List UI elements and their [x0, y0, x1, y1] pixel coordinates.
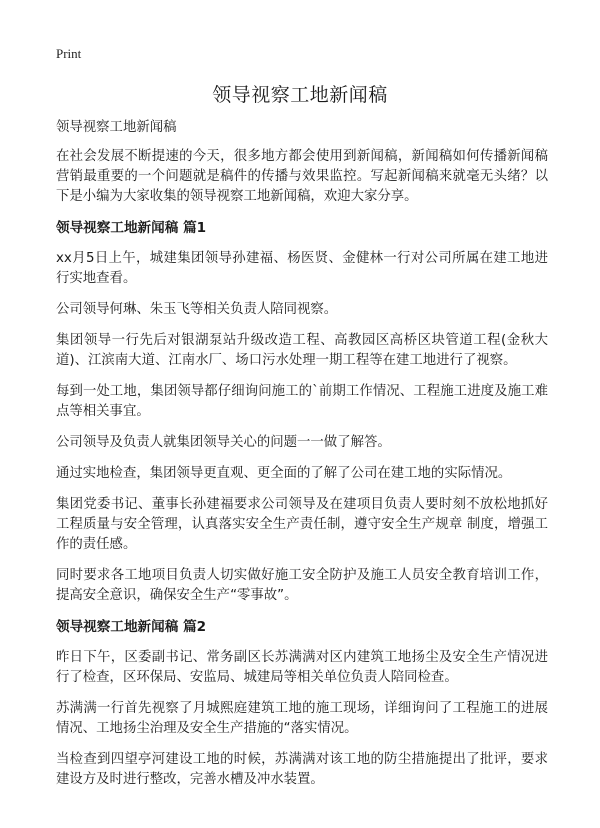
paragraph: xx月5日上午，城建集团领导孙建福、杨医贤、金健林一行对公司所属在建工地进行实地查看。 — [56, 251, 548, 286]
page-title: 领导视察工地新闻稿 — [212, 84, 388, 106]
paragraph: 当检查到四望亭河建设工地的时候，苏满满对该工地的防尘措施提出了批评，要求建设方及时进行整改，完善水槽及冲水装置。 — [56, 752, 548, 787]
paragraph: 通过实地检查，集团领导更直观、更全面的了解了公司在建工地的实际情况。 — [56, 466, 512, 481]
paragraph: 集团党委书记、董事长孙建福要求公司领导及在建项目负责人要时刻不放松地抓好工程质量与安全管理，认真落实安全生产责任制，遵守安全生产规章 制度，增强工作的责任感。 — [56, 497, 548, 552]
paragraph: 公司领导何琳、朱玉飞等相关负责人陪同视察。 — [56, 302, 338, 317]
paragraph: 公司领导及负责人就集团领导关心的问题一一做了解答。 — [56, 435, 391, 450]
paragraph: 集团领导一行先后对银湖泵站升级改造工程、高教园区高桥区块管道工程(金秋大道)、江滨南大道、江南水厂、场口污水处理一期工程等在建工地进行了视察。 — [56, 333, 548, 368]
print-link[interactable]: Print — [56, 46, 82, 61]
section-heading-1: 领导视察工地新闻稿 篇1 — [56, 220, 207, 236]
paragraph: 苏满满一行首先视察了月城熙庭建筑工地的施工现场，详细询问了工程施工的进展情况、工地扬尘治理及安全生产措施的“落实情况。 — [56, 701, 548, 736]
section-heading-2: 领导视察工地新闻稿 篇2 — [56, 619, 207, 635]
paragraph: 同时要求各工地项目负责人切实做好施工安全防护及施工人员安全教育培训工作，提高安全意识，确保安全生产“零事故”。 — [56, 568, 548, 603]
article-subtitle: 领导视察工地新闻稿 — [56, 120, 177, 135]
paragraph: 每到一处工地，集团领导都仔细询问施工的`前期工作情况、工程施工进度及施工难点等相关事宜。 — [56, 384, 548, 419]
intro-paragraph: 在社会发展不断提速的今天，很多地方都会使用到新闻稿，新闻稿如何传播新闻稿营销最重要的一个问题就是稿件的传播与效果监控。写起新闻稿来就毫无头绪？以下是小编为大家收集的领导视察工地新闻稿，欢迎大家分享。 — [56, 149, 548, 204]
paragraph: 昨日下午，区委副书记、常务副区长苏满满对区内建筑工地扬尘及安全生产情况进行了检查，区环保局、安监局、城建局等相关单位负责人陪同检查。 — [56, 650, 548, 685]
article-body — [56, 118, 548, 801]
